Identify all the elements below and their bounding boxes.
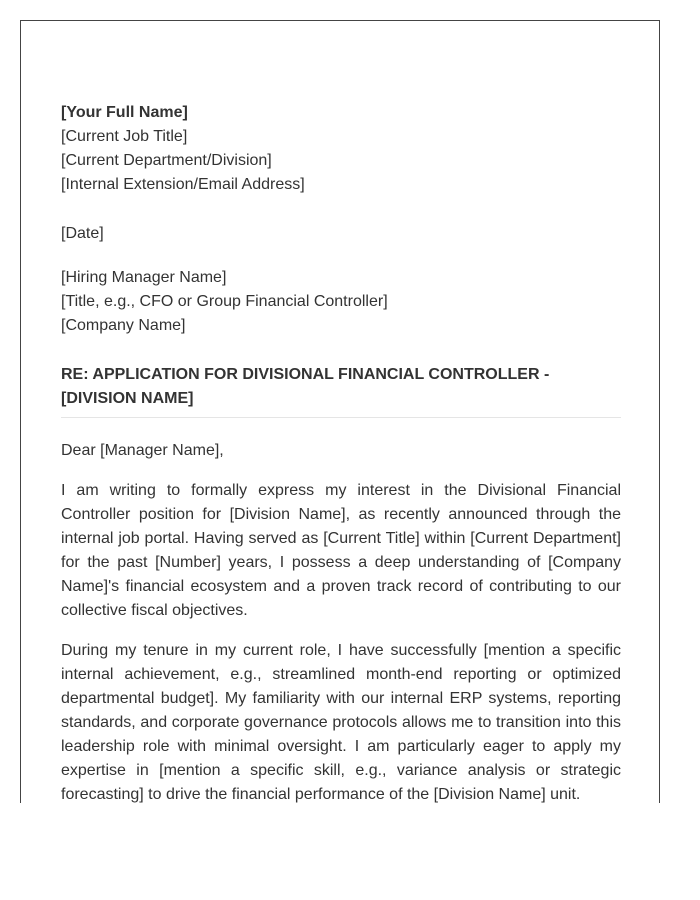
letter-page	[20, 20, 660, 803]
subject-line-2: [DIVISION NAME]	[61, 390, 194, 407]
body-paragraph-1: I am writing to formally express my interest in the Divisional Financial Controller position for [Division Name], as recently announced through the internal job portal. Having served as [Current Title] within [Current Department] for the past [Number] years, I possess a deep understanding of [Company Name]'s financial ecosystem and a proven track record of contributing to our collective fiscal objectives.	[61, 482, 621, 619]
subject-heading	[61, 363, 621, 418]
letter-content	[61, 101, 621, 803]
subject-line-1: RE: APPLICATION FOR DIVISIONAL FINANCIAL CONTROLLER -	[61, 366, 550, 383]
sender-job-title: [Current Job Title]	[61, 128, 188, 145]
sender-block	[61, 101, 621, 197]
recipient-block	[61, 266, 621, 338]
recipient-company: [Company Name]	[61, 317, 186, 334]
body-paragraph-2: During my tenure in my current role, I have successfully [mention a specific internal achievement, e.g., streamlined month-end reporting or optimized departmental budget]. My familiarity with our internal ERP systems, reporting standards, and corporate governance protocols allows me to transition into this leadership role with minimal oversight. I am particularly eager to apply my expertise in [mention a specific skill, e.g., variance analysis or strategic forecasting] to drive the financial performance of the [Division Name] unit.	[61, 642, 621, 803]
salutation: Dear [Manager Name],	[61, 442, 224, 459]
recipient-name: [Hiring Manager Name]	[61, 269, 227, 286]
letter-date: [Date]	[61, 225, 104, 242]
sender-department: [Current Department/Division]	[61, 152, 272, 169]
date-block	[61, 222, 621, 246]
sender-name: [Your Full Name]	[61, 104, 188, 121]
sender-contact: [Internal Extension/Email Address]	[61, 176, 305, 193]
recipient-title: [Title, e.g., CFO or Group Financial Controller]	[61, 293, 388, 310]
